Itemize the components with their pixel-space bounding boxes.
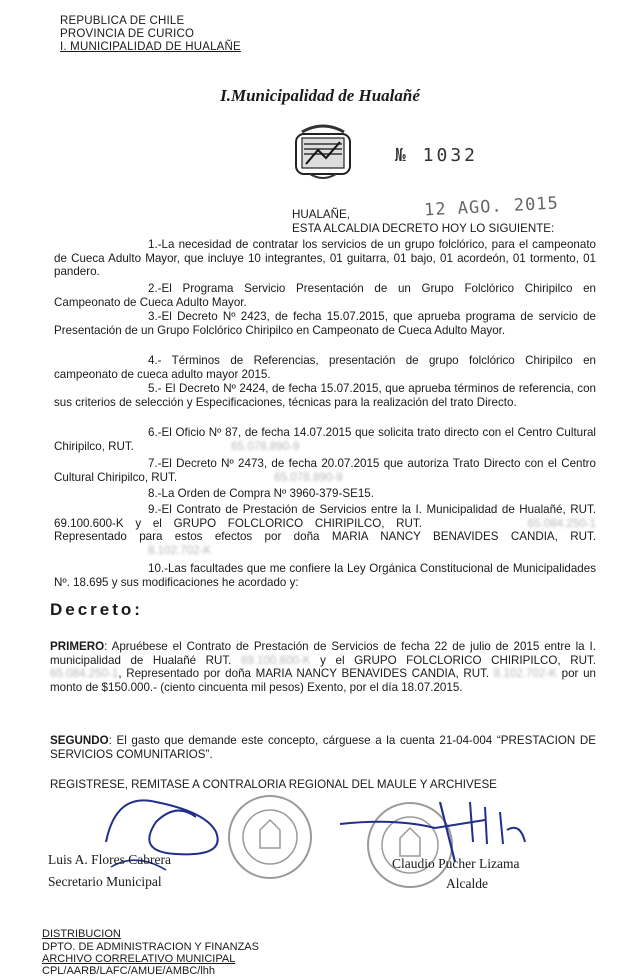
decreto-heading: Decreto: [50,600,143,619]
redacted-rut: 65.084.250-1 [50,667,119,681]
redacted-rut: 65.084.250-1 [527,516,596,530]
coat-of-arms-seal [292,118,354,184]
considerando-5: 5.- El Decreto Nº 2424, de fecha 15.07.2015, que aprueba términos de referencia, con sus criterios de selección y Especificaciones, técnicas para la realización del trato Directo. [54,382,596,409]
considerando-6-text: 6.-El Oficio Nº 87, de fecha 14.07.2015 que solicita trato directo con el Centro Cultural Chiripilco, RUT. [54,426,596,453]
redacted-rut: 8.102.702-K [493,667,557,681]
considerando-9 [54,503,596,557]
redacted-rut: 69.100.600-K [240,653,311,667]
secretary-role: Secretario Municipal [48,874,162,889]
considerando-7-text: 7.-El Decreto Nº 2473, de fecha 20.07.2015 que autoriza Trato Directo con el Centro Cultural Chiripilco, RUT. [54,457,596,484]
date-stamp: 12 AGO. 2015 [423,193,560,221]
distribution-line-2: ARCHIVO CORRELATIVO MUNICIPAL [42,953,236,965]
page-title: I.Municipalidad de Hualañé [220,86,420,105]
place: HUALAÑE, [292,208,350,221]
distribution-heading: DISTRIBUCION [42,928,121,940]
article-segundo [50,734,596,761]
segundo-text: : El gasto que demande este concepto, cárguese a la cuenta 21-04-004 “PRESTACION DE SERVICIOS COMUNITARIOS”. [50,734,596,761]
considerando-9-text-a: 9.-El Contrato de Prestación de Servicios entre la I. Municipalidad de Hualañé, RUT. 69.100.600-K y el GRUPO FOLCLORICO CHIRIPILCO, RUT. [54,503,596,530]
considerando-1: 1.-La necesidad de contratar los servicios de un grupo folclórico, para el campeonato de Cueca Adulto Mayor, que incluye 10 integrantes, 01 guitarra, 01 bajo, 01 acordeón, 01 tormento, 01 pandero. [54,238,596,279]
secretary-name: Luis A. Flores Cabrera [48,852,171,867]
primero-text-b: y el GRUPO FOLCLORICO CHIRIPILCO, RUT. [320,653,596,667]
header-province: PROVINCIA DE CURICO [60,28,195,40]
redacted-rut: 8.102.702-K [148,543,212,557]
header-republic: REPUBLICA DE CHILE [60,15,185,27]
preamble: ESTA ALCALDIA DECRETO HOY LO SIGUIENTE: [292,222,555,235]
mayor-name: Claudio Pucher Lizama [392,856,520,871]
considerando-7 [54,457,596,484]
considerando-8: 8.-La Orden de Compra Nº 3960-379-SE15. [148,487,374,500]
segundo-label: SEGUNDO [50,734,109,747]
considerando-4: 4.- Términos de Referencias, presentación de grupo folclórico Chiripilco en campeonato de cueca adulto mayor 2015. [54,354,596,381]
considerando-9-text-b: Representado para estos efectos por doña MARIA NANCY BENAVIDES CANDIA, RUT. [54,530,596,544]
mayor-role: Alcalde [446,876,488,891]
decree-number: № 1032 [395,145,479,166]
distribution-line-1: DPTO. DE ADMINISTRACION Y FINANZAS [42,941,259,953]
header-municipality: I. MUNICIPALIDAD DE HUALAÑE [60,41,241,53]
redacted-rut: 65.078.890-9 [231,439,300,453]
primero-text-c: , Representado por doña MARIA NANCY BENAVIDES CANDIA, RUT. [118,667,490,681]
considerando-2: 2.-El Programa Servicio Presentación de un Grupo Folclórico Chiripilco en Campeonato de Cueca Adulto Mayor. [54,282,596,309]
redacted-rut: 65.078.890-9 [274,470,343,484]
considerando-6 [54,426,596,453]
considerando-10: 10.-Las facultades que me confiere la Ley Orgánica Constitucional de Municipalidades Nº. 18.695 y sus modificaciones he acordado y: [54,562,596,589]
distribution-line-3: CPL/AARB/LAFC/AMUE/AMBC/lhh [42,965,215,977]
primero-text-a: : Apruébese el Contrato de Prestación de Servicios de fecha 22 de julio de 2015 entre la I. municipalidad de Hualañé RUT. [50,640,596,667]
considerando-3: 3.-El Decreto Nº 2423, de fecha 15.07.2015, que aprueba programa de servicio de Presentación de un Grupo Folclórico Chiripilco en Campeonato de Cueca Adulto Mayor. [54,310,596,337]
article-primero [50,640,596,694]
closing-statement: REGISTRESE, REMITASE A CONTRALORIA REGIONAL DEL MAULE Y ARCHIVESE [50,778,497,791]
primero-label: PRIMERO [50,640,105,653]
primero-text-d: por un monto de $150.000.- (ciento cincuenta mil pesos) Exento, por el día 18.07.2015. [50,667,596,694]
